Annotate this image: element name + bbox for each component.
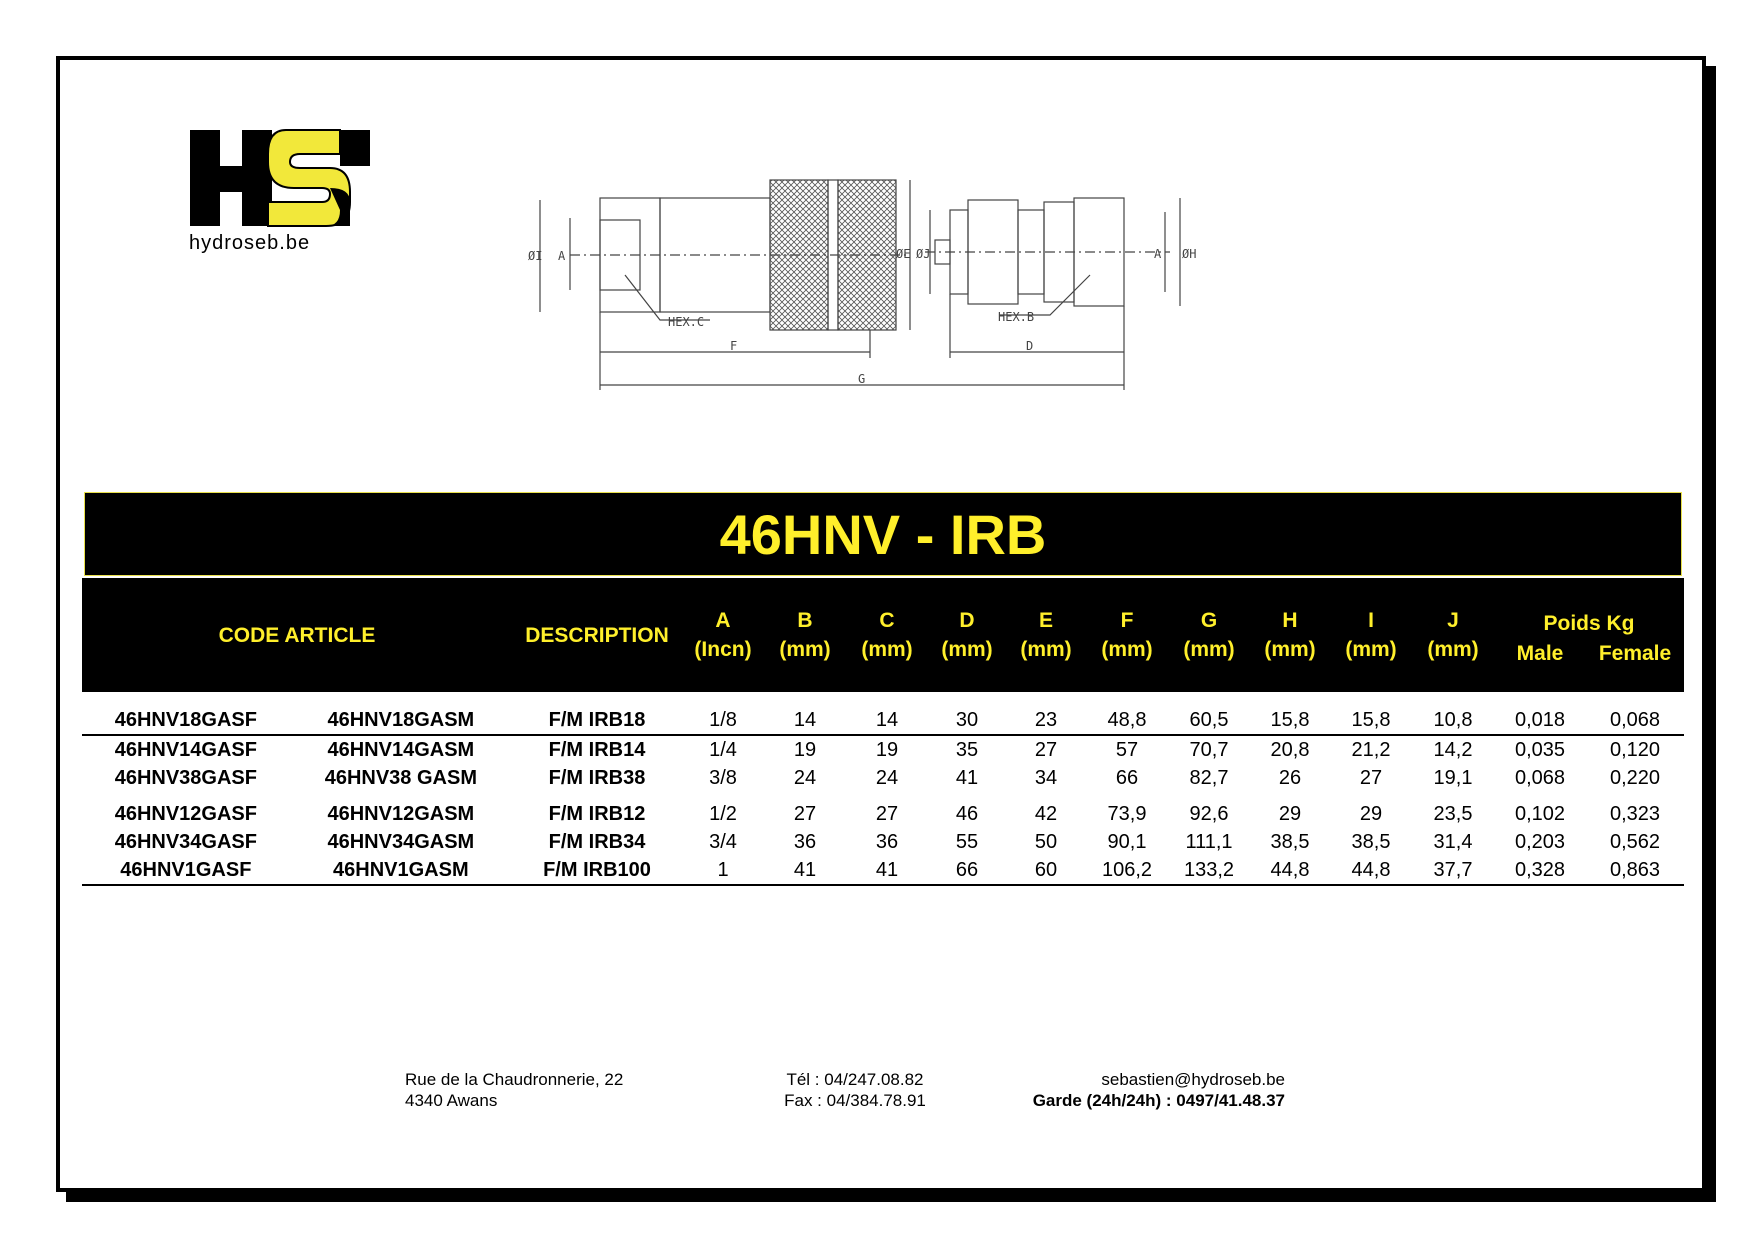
header-dim-c: C (mm) [846,578,928,692]
value-j: 14,2 [1412,735,1494,764]
address-line1: Rue de la Chaudronnerie, 22 [405,1070,624,1089]
code-female: 46HNV38GASF [114,767,257,789]
code-male: 46HNV34GASM [327,831,475,853]
value-a: 3/8 [709,767,737,789]
label-dim-j: ØJ [916,247,931,261]
footer-contact [1000,1069,1285,1111]
value-h: 15,8 [1270,709,1310,731]
value-d: 30 [955,709,979,731]
label-dim-a: A [558,249,566,263]
value-h: 20,8 [1250,735,1330,764]
table-row [82,828,1684,856]
header-dim-b: B (mm) [764,578,846,692]
header-dim-e: E (mm) [1006,578,1086,692]
address-line2: 4340 Awans [405,1091,498,1110]
value-j: 31,4 [1433,831,1473,853]
table-row [82,856,1684,885]
email-link[interactable]: sebastien@hydroseb.be [1101,1070,1285,1089]
value-e: 34 [1034,767,1058,789]
value-i: 21,2 [1330,735,1412,764]
value-j: 10,8 [1433,709,1473,731]
value-a: 1/8 [709,709,737,731]
value-g: 82,7 [1189,767,1229,789]
value-female: 0,120 [1586,735,1684,764]
description: F/M IRB14 [512,735,682,764]
value-a: 3/4 [709,831,737,853]
value-h: 38,5 [1270,831,1310,853]
garde-line: Garde (24h/24h) : 0497/41.48.37 [1032,1091,1285,1110]
value-h: 44,8 [1250,856,1330,885]
specification-table [82,578,1684,886]
header-dim-i: I (mm) [1330,578,1412,692]
value-c: 36 [875,831,899,853]
value-f: 106,2 [1086,856,1168,885]
table-row [82,692,1684,735]
header-description: DESCRIPTION [512,578,682,692]
value-d: 46 [955,803,979,825]
value-female: 0,863 [1586,856,1684,885]
value-h: 26 [1278,767,1302,789]
value-g: 92,6 [1189,803,1229,825]
table-row [82,764,1684,792]
table-row [82,735,1684,764]
value-e: 23 [1034,709,1058,731]
value-c: 24 [875,767,899,789]
value-female: 0,220 [1609,767,1661,789]
header-dim-a: A (Incn) [682,578,764,692]
value-female: 0,323 [1609,803,1661,825]
value-e: 42 [1034,803,1058,825]
value-c: 14 [875,709,899,731]
value-c: 27 [875,803,899,825]
code-female: 46HNV14GASF [82,735,290,764]
label-dim-i: ØI [528,249,543,263]
value-b: 24 [793,767,817,789]
code-male: 46HNV12GASM [327,803,475,825]
code-female: 46HNV12GASF [114,803,257,825]
value-j: 37,7 [1412,856,1494,885]
value-a: 1/4 [682,735,764,764]
header-dim-d: D (mm) [928,578,1006,692]
value-male: 0,102 [1514,803,1566,825]
value-b: 19 [764,735,846,764]
footer-address [405,1069,623,1111]
phone-tel: Tél : 04/247.08.82 [786,1070,924,1089]
header-dim-j: J (mm) [1412,578,1494,692]
label-dim-d: D [1026,339,1034,353]
value-i: 29 [1359,803,1383,825]
value-i: 38,5 [1351,831,1391,853]
description: F/M IRB12 [548,803,646,825]
code-male: 46HNV14GASM [290,735,512,764]
header-code-article: CODE ARTICLE [82,578,512,692]
value-b: 14 [793,709,817,731]
product-title: 46HNV - IRB [84,492,1682,576]
label-dim-e: ØE [896,247,911,261]
header-dim-g: G (mm) [1168,578,1250,692]
value-f: 66 [1115,767,1139,789]
value-d: 35 [928,735,1006,764]
header-dim-f: F (mm) [1086,578,1168,692]
value-h: 29 [1278,803,1302,825]
value-i: 15,8 [1351,709,1391,731]
value-d: 66 [928,856,1006,885]
coupling-technical-drawing [530,140,1250,440]
value-j: 23,5 [1433,803,1473,825]
table-row [82,792,1684,828]
label-dim-h: ØH [1182,247,1197,261]
code-female: 46HNV1GASF [82,856,290,885]
value-a: 1/2 [709,803,737,825]
value-b: 41 [764,856,846,885]
description: F/M IRB38 [548,767,646,789]
value-g: 60,5 [1189,709,1229,731]
description: F/M IRB34 [548,831,646,853]
footer-phone [775,1069,935,1111]
value-g: 70,7 [1168,735,1250,764]
header-poids-kg: Poids Kg [1494,578,1684,638]
description: F/M IRB100 [512,856,682,885]
value-male: 0,328 [1494,856,1586,885]
logo-caption: hydroseb.be [189,232,311,254]
code-female: 46HNV34GASF [114,831,257,853]
value-f: 73,9 [1107,803,1147,825]
code-male: 46HNV38 GASM [324,767,477,789]
value-female: 0,068 [1609,709,1661,731]
value-b: 27 [793,803,817,825]
value-i: 44,8 [1330,856,1412,885]
label-dim-g: G [858,372,866,386]
value-male: 0,035 [1494,735,1586,764]
label-dim-f: F [730,339,738,353]
value-j: 19,1 [1433,767,1473,789]
label-hex-c: HEX.C [668,315,705,329]
phone-fax: Fax : 04/384.78.91 [784,1091,926,1110]
description: F/M IRB18 [548,709,646,731]
value-female: 0,562 [1609,831,1661,853]
value-e: 50 [1034,831,1058,853]
code-male: 46HNV1GASM [290,856,512,885]
label-hex-b: HEX.B [998,310,1035,324]
value-i: 27 [1359,767,1383,789]
label-dim-a2: A [1154,247,1162,261]
header-dim-h: H (mm) [1250,578,1330,692]
value-d: 41 [955,767,979,789]
value-g: 133,2 [1168,856,1250,885]
code-male: 46HNV18GASM [327,709,475,731]
value-f: 90,1 [1107,831,1147,853]
value-c: 19 [846,735,928,764]
value-c: 41 [846,856,928,885]
header-male: Male [1494,638,1586,668]
header-female: Female [1586,638,1684,668]
value-e: 60 [1006,856,1086,885]
value-male: 0,203 [1514,831,1566,853]
value-male: 0,018 [1514,709,1566,731]
value-d: 55 [955,831,979,853]
code-female: 46HNV18GASF [114,709,257,731]
value-g: 111,1 [1185,831,1233,853]
value-e: 27 [1006,735,1086,764]
value-male: 0,068 [1514,767,1566,789]
value-a: 1 [682,856,764,885]
value-f: 48,8 [1107,709,1147,731]
value-b: 36 [793,831,817,853]
value-f: 57 [1086,735,1168,764]
